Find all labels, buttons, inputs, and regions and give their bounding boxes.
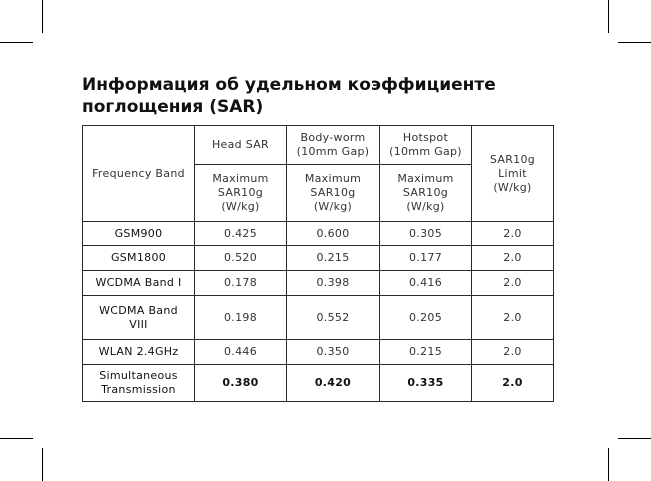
sar-limit-cell: 2.0 bbox=[472, 222, 554, 246]
body-worn-cell: 0.350 bbox=[287, 340, 380, 365]
hotspot-cell: 0.205 bbox=[380, 296, 472, 340]
max-unit: SAR10g bbox=[402, 186, 449, 199]
head-sar-cell: 0.446 bbox=[195, 340, 287, 365]
max-unit: SAR10g bbox=[310, 186, 356, 199]
header-frequency-band-label: Frequency Band bbox=[92, 166, 185, 180]
max-unit: SAR10g bbox=[217, 186, 264, 199]
sar-limit-cell: 2.0 bbox=[472, 365, 554, 402]
max-label: Maximum bbox=[212, 172, 269, 185]
band-cell-line1: Simultaneous bbox=[99, 369, 178, 382]
band-cell-line1: WCDMA Band bbox=[99, 303, 178, 317]
crop-mark bbox=[618, 42, 651, 43]
head-sar-cell: 0.520 bbox=[195, 246, 287, 271]
max-label: Maximum bbox=[397, 172, 454, 185]
header-sar-limit-line2: Limit bbox=[498, 166, 527, 180]
band-cell-line2: Transmission bbox=[101, 383, 176, 396]
header-hotspot-label: Hotspot bbox=[402, 131, 449, 144]
band-cell: GSM900 bbox=[83, 222, 195, 246]
sar-limit-cell: 2.0 bbox=[472, 340, 554, 365]
header-body-worn-label: Body-worm bbox=[300, 131, 366, 144]
sar-limit-cell: 2.0 bbox=[472, 246, 554, 271]
header-hotspot bbox=[380, 126, 472, 165]
head-sar-cell: 0.425 bbox=[195, 222, 287, 246]
header-frequency-band bbox=[83, 126, 195, 222]
page-title: Информация об удельном коэффициенте поглощения (SAR) bbox=[82, 75, 496, 117]
band-cell-line2: VIII bbox=[129, 317, 148, 331]
crop-mark bbox=[0, 42, 33, 43]
max-label: Maximum bbox=[304, 172, 362, 185]
hotspot-cell: 0.416 bbox=[380, 271, 472, 296]
band-cell bbox=[83, 365, 195, 402]
header-row bbox=[83, 126, 554, 165]
hotspot-cell: 0.215 bbox=[380, 340, 472, 365]
body-worn-cell: 0.552 bbox=[287, 296, 380, 340]
band-cell: WLAN 2.4GHz bbox=[83, 340, 195, 365]
body-worn-cell: 0.600 bbox=[287, 222, 380, 246]
crop-mark bbox=[608, 0, 609, 33]
header-sar-limit-line3: (W/kg) bbox=[493, 180, 532, 194]
band-cell: WCDMA Band I bbox=[83, 271, 195, 296]
table-row bbox=[83, 340, 554, 365]
table-row bbox=[83, 365, 554, 402]
band-cell bbox=[83, 296, 195, 340]
head-sar-cell: 0.178 bbox=[195, 271, 287, 296]
subheader-hotspot-max bbox=[380, 165, 472, 222]
max-unit-wkg: (W/kg) bbox=[221, 200, 260, 213]
table-row bbox=[83, 222, 554, 246]
subheader-body-max bbox=[287, 165, 380, 222]
header-sar-limit bbox=[472, 126, 554, 222]
header-body-worn bbox=[287, 126, 380, 165]
sar-table bbox=[82, 125, 554, 402]
crop-mark bbox=[42, 448, 43, 481]
body-worn-cell: 0.398 bbox=[287, 271, 380, 296]
hotspot-cell: 0.177 bbox=[380, 246, 472, 271]
sar-limit-cell: 2.0 bbox=[472, 296, 554, 340]
header-hotspot-gap: (10mm Gap) bbox=[389, 145, 462, 158]
hotspot-cell: 0.335 bbox=[380, 365, 472, 402]
table-row bbox=[83, 271, 554, 296]
sar-limit-cell: 2.0 bbox=[472, 271, 554, 296]
crop-mark bbox=[42, 0, 43, 33]
crop-mark bbox=[608, 448, 609, 481]
crop-mark bbox=[618, 438, 651, 439]
band-cell: GSM1800 bbox=[83, 246, 195, 271]
body-worn-cell: 0.420 bbox=[287, 365, 380, 402]
max-unit-wkg: (W/kg) bbox=[406, 200, 445, 213]
max-unit-wkg: (W/kg) bbox=[313, 200, 353, 213]
table-row bbox=[83, 246, 554, 271]
head-sar-cell: 0.198 bbox=[195, 296, 287, 340]
table-row bbox=[83, 296, 554, 340]
crop-mark bbox=[0, 438, 33, 439]
subheader-head-max bbox=[195, 165, 287, 222]
hotspot-cell: 0.305 bbox=[380, 222, 472, 246]
body-worn-cell: 0.215 bbox=[287, 246, 380, 271]
head-sar-cell: 0.380 bbox=[195, 365, 287, 402]
header-head-sar-label: Head SAR bbox=[211, 138, 269, 151]
header-body-worn-gap: (10mm Gap) bbox=[296, 145, 370, 158]
header-head-sar bbox=[195, 126, 287, 165]
header-sar-limit-line1: SAR10g bbox=[489, 152, 536, 166]
